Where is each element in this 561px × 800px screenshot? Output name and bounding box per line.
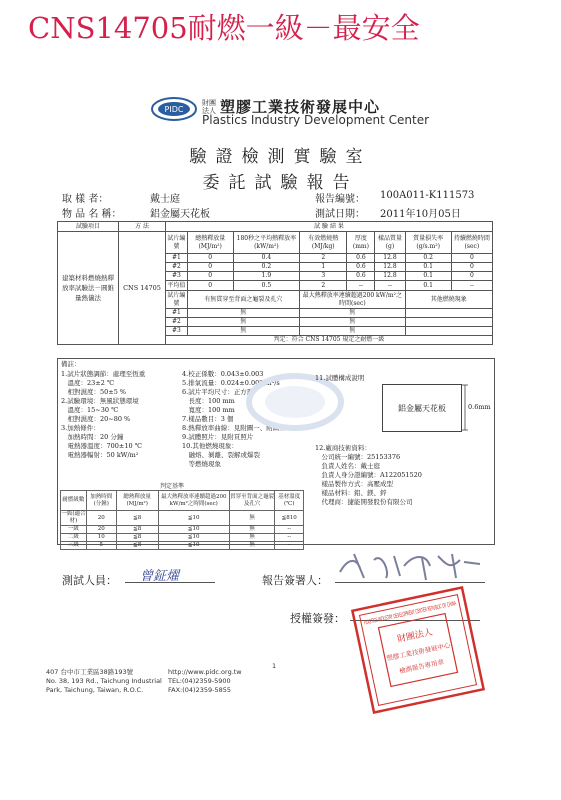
col-method-header: 方 法 [119, 222, 166, 232]
table-cell: ≦8 [116, 542, 158, 550]
note-line: 電熱器輻射：50 kW/m² [61, 451, 139, 459]
sample-desc-title: 11.試體構成說明 [315, 374, 365, 382]
note-line: 電熱器溫度：700±10 ℃ [61, 442, 142, 450]
table-cell: 0 [451, 272, 492, 281]
table-cell: 3 [300, 272, 347, 281]
table-cell: 12.8 [375, 272, 405, 281]
maker-line: 樣品製作方式：高壓成型 [315, 480, 393, 488]
table-cell: #2 [166, 318, 188, 327]
sample-label: 鋁金屬天花板 [398, 404, 446, 413]
table-cell [405, 309, 492, 318]
sub-hdr-specimen: 試片編號 [167, 291, 186, 307]
sub-hdr-cracks: 有無貫穿至背面之龜裂及孔穴 [187, 291, 299, 309]
sub-hdr-hrr-time: 最大熱釋放率連續超過200 kW/m²之時間(sec) [300, 291, 405, 309]
note-line: 融熔、剝離、裂解或爆裂 [182, 451, 260, 459]
table-cell: 0.1 [405, 281, 451, 291]
std-hdr: 耐燃級數 [61, 491, 87, 511]
test-item-cell: 建築材料燃燒熱釋放率試驗法－圓錐量熱儀法 [58, 232, 119, 345]
criteria-table [60, 490, 304, 550]
col-item-header: 試驗項目 [58, 222, 119, 232]
table-cell: 5 [86, 542, 116, 550]
table-cell: 0.2 [405, 254, 451, 263]
avg-label: 平均值 [167, 281, 186, 289]
footer-addr-en2: Park, Taichung, Taiwan, R.O.C. [46, 686, 144, 694]
maker-line: 公司統一編號：25153376 [315, 453, 401, 461]
table-cell: 20 [86, 511, 116, 526]
notes-title: 備註： [61, 360, 81, 368]
hdr-thr: 總熱釋放量(MJ/m²) [187, 232, 233, 254]
table-cell: 無 [229, 526, 275, 534]
sample-diagram [382, 384, 462, 432]
table-cell: ≦10 [158, 511, 229, 526]
table-cell: #3 [166, 327, 188, 336]
table-cell: 12.8 [375, 254, 405, 263]
signer-handwriting-icon [334, 548, 484, 584]
table-cell: ≦810 [275, 511, 304, 526]
note-line: 10.其他燃燒現象： [182, 442, 238, 450]
logo-text: PIDC [164, 105, 184, 114]
table-cell: ≦8 [116, 511, 158, 526]
hdr-mlr: 質量損失率(g/s.m²) [405, 232, 451, 254]
std-table-title: 判定基準 [160, 483, 185, 490]
table-cell: 0 [187, 263, 233, 272]
note-line: 相對濕度：20~80 % [61, 415, 131, 423]
applicant-label: 取 樣 者： [62, 194, 109, 205]
footer-contact [168, 668, 242, 695]
note-line: 7.樣品數目：3 個 [182, 415, 234, 423]
hdr-specimen: 試片編號 [166, 232, 188, 254]
org-name-zh: 塑膠工業技術發展中心 [220, 98, 381, 116]
official-seal-icon [356, 578, 557, 708]
table-cell: 0 [187, 281, 233, 291]
footer-fax: FAX:(04)2359-5855 [168, 686, 232, 694]
product-value: 鋁金屬天花板 [150, 209, 210, 220]
table-cell: ≦10 [158, 534, 229, 542]
notes-left [61, 370, 145, 460]
seal-line-1: 財團法人 [396, 627, 434, 645]
tester-signature: 曾鉦燿 [140, 569, 180, 584]
table-cell: 無 [229, 534, 275, 542]
maker-info [315, 444, 422, 507]
seal-line-3: 檢測報告專用章 [398, 657, 445, 676]
table-cell: 0.6 [347, 263, 375, 272]
table-cell: ≦8 [116, 534, 158, 542]
table-cell: 三級 [61, 542, 87, 550]
note-line: 5.排氣流量：0.024±0.002 m³/s [182, 379, 280, 387]
table-cell [405, 318, 492, 327]
std-hdr: 基材溫度(℃) [275, 491, 304, 511]
std-hdr: 總熱釋放量(MJ/m²) [116, 491, 158, 511]
note-line: 3.加熱條件： [61, 424, 100, 432]
footer-addr-zh: 407 台中市工業區38路193號 [46, 668, 134, 676]
note-line: 1.試片狀態調節：處理至恆重 [61, 370, 146, 378]
hdr-thickness: 厚度(mm) [347, 232, 375, 254]
table-cell: 無 [187, 318, 299, 327]
hdr-mass: 樣品質量(g) [375, 232, 405, 254]
table-cell: 0.1 [405, 272, 451, 281]
table-cell: -- [275, 542, 304, 550]
lab-title: 驗證檢測實驗室 [189, 147, 372, 167]
seal-ring-text: PLASTICS INDUSTRY DEVELOPMENT CENTER REPUBLIC OF CHINA [363, 578, 557, 627]
table-cell: 2 [300, 281, 347, 291]
report-no-value: 100A011-K111573 [380, 190, 475, 201]
table-cell: 0.6 [347, 254, 375, 263]
hdr-hrr180: 180秒之平均熱釋放率(kW/m²) [233, 232, 299, 254]
table-cell: -- [375, 281, 405, 291]
table-cell: 無 [300, 318, 405, 327]
tester-label: 測試人員： [62, 574, 117, 587]
table-cell: 無 [187, 327, 299, 336]
table-cell: ≦10 [158, 526, 229, 534]
table-cell: 0 [187, 254, 233, 263]
table-cell: 0 [451, 263, 492, 272]
table-cell: 1.9 [233, 272, 299, 281]
note-line: 8.熱釋放率曲線：見附圖一、附圖三 [182, 424, 286, 432]
table-cell: 0 [451, 254, 492, 263]
maker-line: 樣品材料：鋁、鎂、鋅 [315, 489, 387, 497]
dimension-label: 0.6mm [468, 403, 491, 411]
table-cell: 無 [300, 327, 405, 336]
note-line: 溫度：23±2 ℃ [61, 379, 115, 387]
table-cell: -- [275, 534, 304, 542]
note-line: 相對濕度：50±5 % [61, 388, 127, 396]
hdr-burn-time: 持續燃燒時間(sec) [451, 232, 492, 254]
note-line: 6.試片平均尺寸：正方形 [182, 388, 254, 396]
applicant-value: 戴士庭 [150, 194, 180, 205]
seal-line-2: 塑膠工業技術發展中心 [385, 641, 452, 663]
std-hdr: 加熱時間(分鐘) [86, 491, 116, 511]
maker-line: 負責人身分證編號：A122051520 [315, 471, 422, 479]
table-cell: 0.5 [233, 281, 299, 291]
page-number: 1 [272, 662, 277, 670]
footer-web: http://www.pidc.org.tw [168, 668, 242, 676]
maker-line: 代理商：捷能開發股份有限公司 [315, 498, 413, 506]
table-cell [405, 327, 492, 336]
col-result-header: 試 驗 結 果 [166, 222, 493, 232]
table-cell: #2 [166, 263, 188, 272]
table-cell: 20 [86, 526, 116, 534]
table-cell: 0.1 [405, 263, 451, 272]
maker-line: 12.廠商技術資料： [315, 444, 371, 452]
std-hdr: 最大熱釋放率連續超過200 kW/m²之時間(sec) [158, 491, 229, 511]
report-title: 委託試驗報告 [202, 173, 359, 193]
table-cell: 12.8 [375, 263, 405, 272]
product-label: 物 品 名 稱： [62, 209, 122, 220]
footer-address [46, 668, 162, 695]
pidc-logo-icon [150, 96, 198, 122]
note-line: 2.試驗環境：無風狀態環境 [61, 397, 139, 405]
results-table [57, 221, 493, 345]
signer-label: 報告簽署人： [262, 574, 328, 587]
org-legal-label: 財團法人 [202, 99, 216, 115]
table-cell: 0 [187, 272, 233, 281]
table-cell: #3 [166, 272, 188, 281]
table-cell: -- [451, 281, 492, 291]
org-name-en: Plastics Industry Development Center [202, 113, 430, 127]
footer-addr-en1: No. 38, 193 Rd., Taichung Industrial [46, 677, 162, 685]
table-cell: 0.6 [347, 272, 375, 281]
note-line: 等燃燒現象 [182, 460, 221, 468]
table-cell: 二級 [61, 534, 87, 542]
table-cell: 無 [229, 511, 275, 526]
table-cell: 無 [187, 309, 299, 318]
table-cell: 一級 [61, 526, 87, 534]
sub-hdr-other: 其他燃燒現象 [405, 291, 492, 309]
banner-title: CNS14705耐燃一級－最安全 [28, 11, 420, 45]
table-cell: 一級(適合材) [61, 511, 86, 524]
report-no-label: 報告編號： [315, 194, 365, 205]
table-cell: -- [347, 281, 375, 291]
note-line: 4.校正係數：0.043±0.003 [182, 370, 264, 378]
table-cell: ≦8 [116, 526, 158, 534]
test-date-value: 2011年10月05日 [380, 209, 461, 220]
table-cell: 0.4 [233, 254, 299, 263]
hdr-ehc: 有效燃燒熱(MJ/kg) [300, 232, 347, 254]
test-method-cell: CNS 14705 [119, 232, 166, 345]
note-line: 溫度：15~30 ℃ [61, 406, 119, 414]
test-date-label: 測試日期： [315, 209, 365, 220]
note-line: 長度：100 mm [182, 397, 235, 405]
table-cell: 0.2 [233, 263, 299, 272]
table-cell: 無 [300, 309, 405, 318]
issuer-label: 授權簽發： [290, 612, 345, 625]
table-cell: 無 [229, 542, 275, 550]
note-line: 9.試體照片：見附頁照片 [182, 433, 254, 441]
table-cell: #1 [166, 254, 188, 263]
table-cell: #1 [166, 309, 188, 318]
std-hdr: 貫穿至背面之龜裂及孔穴 [229, 491, 275, 511]
verdict: 判定：符合 CNS 14705 規定之耐燃一級 [166, 336, 493, 345]
table-cell: 2 [300, 254, 347, 263]
maker-line: 負責人姓名：戴士庭 [315, 462, 380, 470]
footer-tel: TEL:(04)2359-5900 [168, 677, 231, 685]
table-cell: -- [275, 526, 304, 534]
note-line: 寬度：100 mm [182, 406, 235, 414]
table-cell: ≦10 [158, 542, 229, 550]
note-line: 加熱時間：20 分鐘 [61, 433, 124, 441]
table-cell: 1 [300, 263, 347, 272]
table-cell: 10 [86, 534, 116, 542]
